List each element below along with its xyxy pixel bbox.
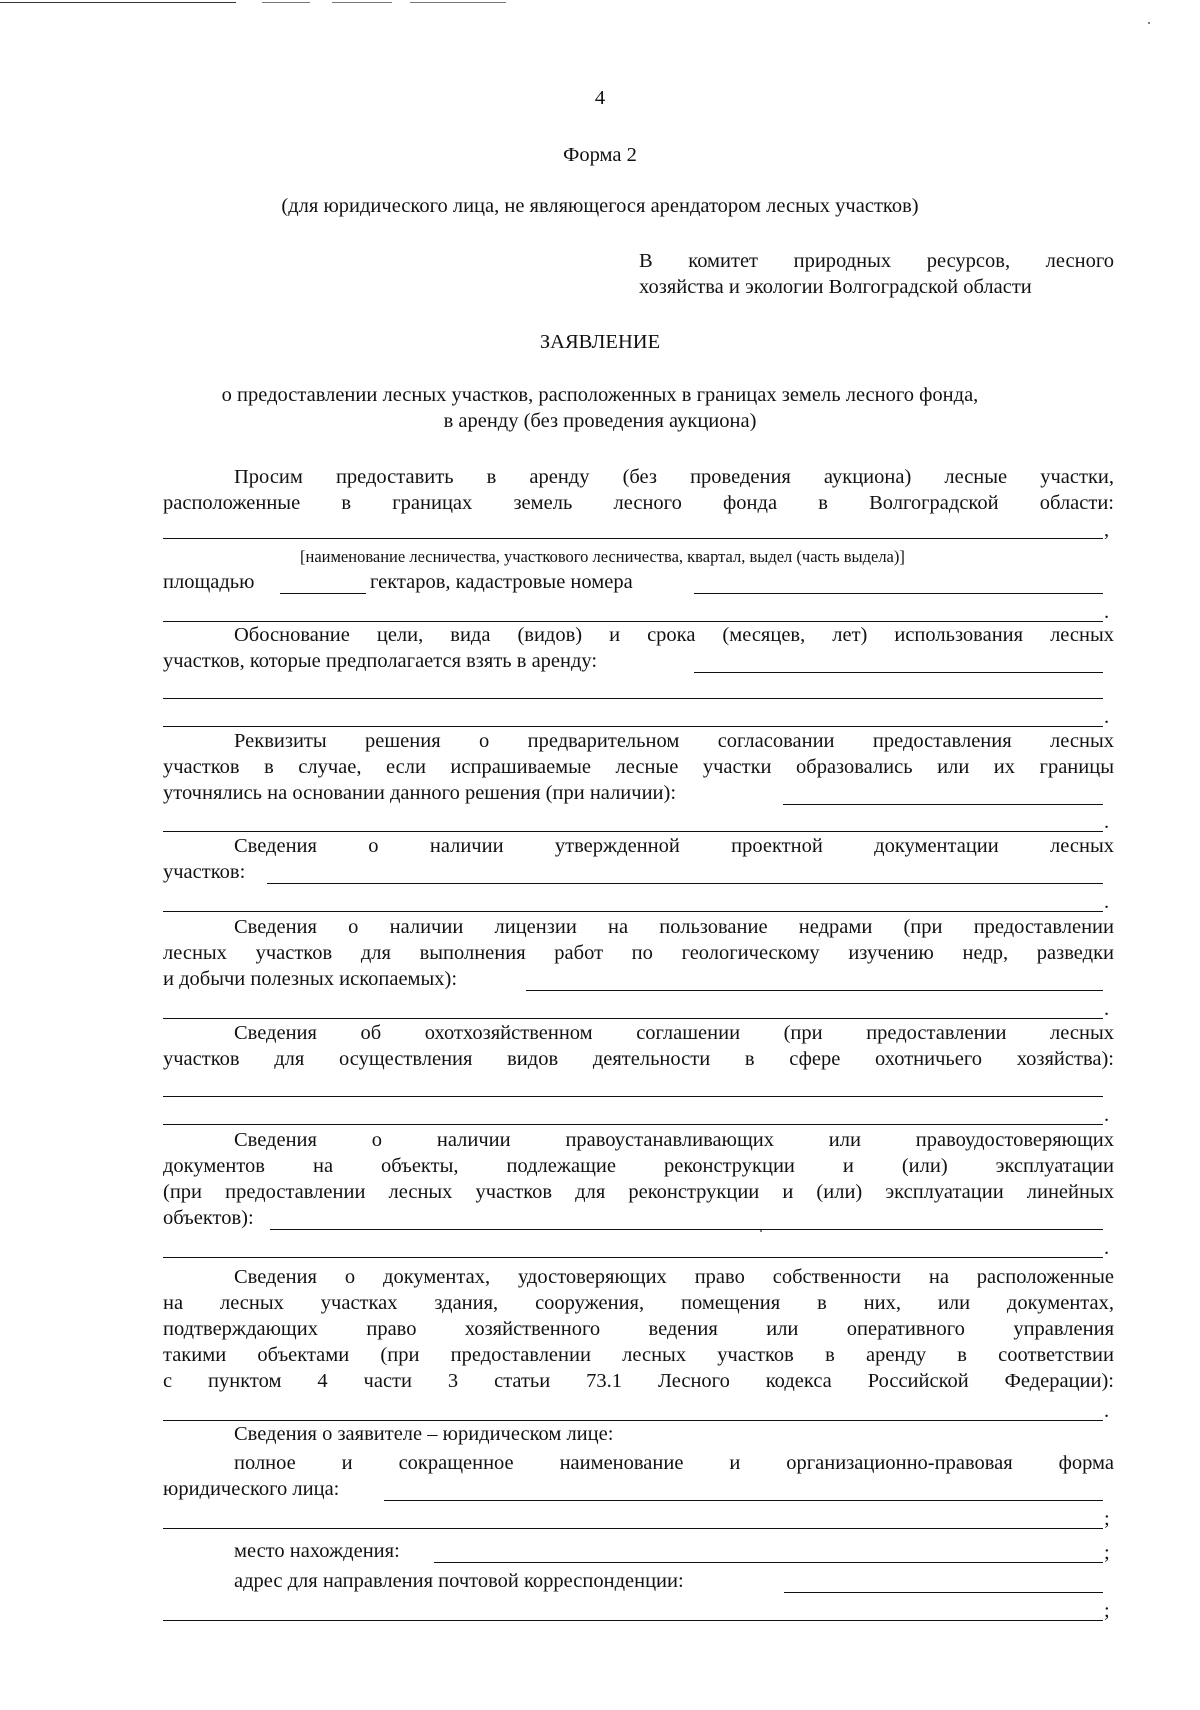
title-documents-line-3: (при предоставлении лесных участков для реконструкции и (или) эксплуатации линейных: [163, 1181, 1114, 1203]
prior-decision-line-2: участков в случае, если испрашиваемые лесные участки образовались или их границы: [163, 756, 1114, 778]
applicant-name-line-1: полное и сокращенное наименование и организационно-правовая форма: [234, 1452, 1114, 1474]
form-subtitle: (для юридического лица, не являющегося арендатором лесных участков): [281, 195, 919, 217]
scan-artifact-line: [0, 2, 236, 3]
ownership-documents-line-2: на лесных участках здания, сооружения, помещения в них, или документах,: [163, 1292, 1114, 1314]
addressee-line-2: хозяйства и экологии Волгоградской области: [639, 276, 1032, 298]
ownership-documents-line-1: Сведения о документах, удостоверяющих право собственности на расположенные: [234, 1266, 1114, 1288]
scan-artifact-dot: [760, 1230, 762, 1232]
prior-decision-field-2[interactable]: [163, 831, 1103, 832]
title-documents-line-2: документов на объекты, подлежащие реконструкции и (или) эксплуатации: [163, 1155, 1114, 1177]
applicant-name-line-2: юридического лица:: [163, 1478, 340, 1500]
postal-address-field[interactable]: [784, 1592, 1103, 1593]
request-line-2: расположенные в границах земель лесного фонда в Волгоградской области:: [163, 492, 1114, 514]
statement-subheading-2: в аренду (без проведения аукциона): [443, 410, 757, 432]
title-documents-line-4: объектов):: [163, 1207, 254, 1229]
statement-subheading-1: о предоставлении лесных участков, расположенных в границах земель лесного фонда,: [221, 384, 979, 406]
title-documents-line-1: Сведения о наличии правоустанавливающих или правоудостоверяющих: [234, 1129, 1114, 1151]
subsoil-license-field[interactable]: [526, 990, 1103, 991]
request-line-1: Просим предоставить в аренду (без проведения аукциона) лесные участки,: [234, 466, 1114, 488]
subsoil-license-line-2: лесных участков для выполнения работ по геологическому изучению недр, разведки: [163, 942, 1114, 964]
period: .: [1104, 998, 1110, 1020]
semicolon: ;: [1104, 1600, 1110, 1622]
period: .: [1104, 1400, 1110, 1422]
prior-decision-line-1: Реквизиты решения о предварительном согласовании предоставления лесных: [234, 730, 1114, 752]
period: .: [1104, 1237, 1110, 1259]
semicolon: ;: [1104, 1542, 1110, 1564]
purpose-line-2: участков, которые предполагается взять в аренду:: [163, 650, 598, 672]
title-documents-field-2[interactable]: [163, 1257, 1103, 1258]
scan-artifact-line: [332, 2, 392, 3]
applicant-name-field-2[interactable]: [163, 1528, 1103, 1529]
project-docs-field[interactable]: [267, 883, 1103, 884]
period: .: [1104, 891, 1110, 913]
project-docs-line-2: участков:: [163, 861, 246, 883]
purpose-field-2[interactable]: [163, 698, 1103, 699]
applicant-heading: Сведения о заявителе – юридическом лице:: [234, 1423, 614, 1445]
subsoil-license-field-2[interactable]: [163, 1018, 1103, 1019]
subsoil-license-line-3: и добычи полезных ископаемых):: [163, 968, 458, 990]
hunting-agreement-field-2[interactable]: [163, 1124, 1103, 1125]
semicolon: ;: [1104, 1508, 1110, 1530]
period: .: [1104, 706, 1110, 728]
prior-decision-field[interactable]: [783, 804, 1103, 805]
prior-decision-line-3: уточнялись на основании данного решения (при наличии):: [163, 782, 677, 804]
hunting-agreement-line-1: Сведения об охотхозяйственном соглашении (при предоставлении лесных: [234, 1022, 1114, 1044]
ownership-documents-line-4: такими объектами (при предоставлении лесных участков в аренду в соответствии: [163, 1344, 1114, 1366]
scan-artifact-dot: [1148, 22, 1150, 24]
project-docs-field-2[interactable]: [163, 911, 1103, 912]
forestry-name-field[interactable]: [163, 538, 1103, 539]
purpose-field-3[interactable]: [163, 726, 1103, 727]
page-number: 4: [594, 87, 606, 109]
period: .: [1104, 601, 1110, 623]
hunting-agreement-field[interactable]: [163, 1096, 1103, 1097]
project-docs-line-1: Сведения о наличии утвержденной проектной документации лесных: [234, 835, 1114, 857]
forestry-field-hint: [наименование лесничества, участкового лесничества, квартал, выдел (часть выдела)]: [300, 547, 905, 566]
addressee-line-1: В комитет природных ресурсов, лесного: [639, 250, 1114, 272]
period: .: [1104, 1104, 1110, 1126]
scan-artifact-line: [410, 2, 506, 3]
title-documents-field[interactable]: [270, 1229, 1103, 1230]
cadastral-numbers-field[interactable]: [694, 593, 1103, 594]
ownership-documents-line-3: подтверждающих право хозяйственного ведения или оперативного управления: [163, 1318, 1114, 1340]
scan-artifact-line: [262, 2, 310, 3]
hunting-agreement-line-2: участков для осуществления видов деятельности в сфере охотничьего хозяйства):: [163, 1048, 1114, 1070]
subsoil-license-line-1: Сведения о наличии лицензии на пользование недрами (при предоставлении: [234, 916, 1114, 938]
statement-heading: ЗАЯВЛЕНИЕ: [539, 331, 661, 353]
form-title: Форма 2: [563, 144, 637, 166]
ownership-documents-line-5: с пунктом 4 части 3 статьи 73.1 Лесного кодекса Российской Федерации):: [163, 1370, 1114, 1392]
postal-address-label: адрес для направления почтовой корреспонденции:: [234, 1570, 684, 1592]
period: .: [1104, 811, 1110, 833]
postal-address-field-2[interactable]: [163, 1620, 1103, 1621]
area-label: площадью: [163, 571, 255, 593]
location-label: место нахождения:: [234, 1540, 400, 1562]
area-hectares-field[interactable]: [280, 593, 366, 594]
location-field[interactable]: [434, 1562, 1103, 1563]
area-unit-label: гектаров, кадастровые номера: [370, 571, 633, 593]
applicant-name-field[interactable]: [384, 1500, 1103, 1501]
purpose-field[interactable]: [694, 672, 1103, 673]
comma: ,: [1104, 519, 1110, 541]
purpose-line-1: Обоснование цели, вида (видов) и срока (месяцев, лет) использования лесных: [234, 624, 1114, 646]
